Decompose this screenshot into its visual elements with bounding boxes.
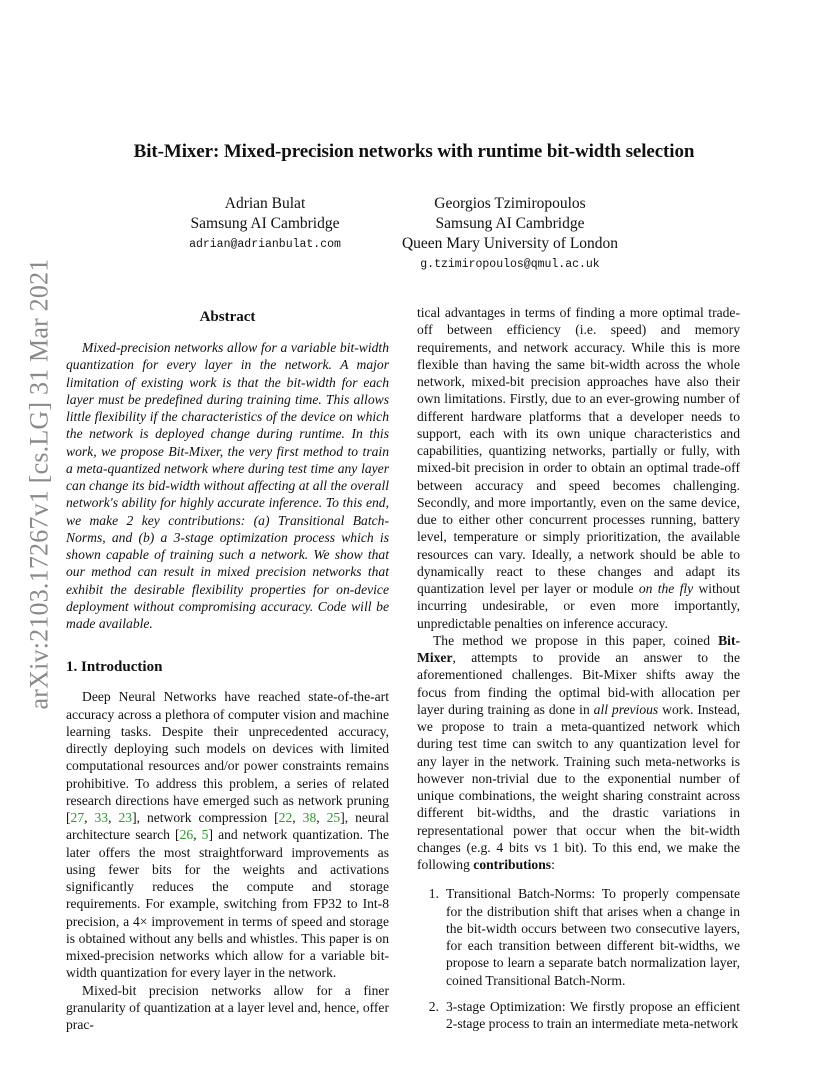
author-email: g.tzimiropoulos@qmul.ac.uk <box>420 258 600 271</box>
left-column <box>66 304 389 1033</box>
introduction-heading: 1. Introduction <box>66 659 163 676</box>
citation-link[interactable]: 22 <box>278 810 293 825</box>
right-column <box>417 304 740 1041</box>
intro-paragraph-3: The method we propose in this paper, coined Bit-Mixer, attempts to provide an answer to the aforementioned challenges. Bit-Mixer shifts away the focus from finding the optimal bid-with allocation per layer during training as done in all previous work. Instead, we propose to train a meta-quantized network which during test time can switch to any quantization level for any layer in the network. Training such meta-networks is however non-trivial due to the exponential number of unique combinations, the weight sharing constraint across different bit-widths, and the drastic variations in representational power that occur when the bit-width changes (e.g. 4 bits vs 1 bit). To this end, we make the following contributions: <box>417 632 741 872</box>
emphasis-text: all previous <box>593 701 659 717</box>
list-item-text: Transitional Batch-Norms: To properly compensate for the distribution shift that arises when a change in the bit-width occurs between two consecutive layers, for each transition between different bit-widths, we propose to learn a separate batch normalization layer, coined Transitional Batch-Norm. <box>446 886 740 988</box>
paper-title: Bit-Mixer: Mixed-precision networks with runtime bit-width selection <box>133 141 695 162</box>
intro-paragraph-2-continued: tical advantages in terms of finding a more optimal trade-off between efficiency (i.e. speed) and memory requirements, and network accuracy. While this is more flexible than having the same bit-width across the whole network, mixed-bit precision approaches have also their own limitations. Firstly, due to an ever-growing number of different hardware platforms that a developer needs to support, each with its own unique characteristics and capabilities, quantizing networks, partially or fully, with mixed-bit precision in order to obtain an optimal trade-off between accuracy and speed becomes challenging. Secondly, and more importantly, even on the same device, due to either other concurrent processes running, battery level, temperature or simply prioritization, the available resources can vary. Ideally, a network should be able to dynamically react to these changes and adapt its quantization level per layer or module on the fly without incurring undesirable, or even more importantly, unpredictable penalties on inference accuracy. <box>417 305 741 631</box>
author-affiliation: Samsung AI Cambridge <box>190 215 340 232</box>
citation-link[interactable]: 25 <box>326 810 341 825</box>
emphasis-text: on the fly <box>638 581 694 596</box>
author-block-1 <box>165 194 365 255</box>
intro-paragraph-1: Deep Neural Networks have reached state-of-the-art accuracy across a plethora of computer vision and machine learning tasks. Despite their unprecedented accuracy, directly deploying such models on devices with limited computational resources and/or power constraints remains prohibitive. To address this problem, a series of related research directions have emerged such as network pruning [27, 33, 23], network compression [22, 38, 25], neural architecture search [26, 5] and network quantization. The later offers the most straightforward improvements as using fewer bits for the weights and activations significantly reduces the compute and storage requirements. For example, switching from FP32 to Int-8 precision, a 4× improvement in terms of speed and storage is obtained without any bells and whistles. This paper is on mixed-precision networks which allow for a variable bit-width quantization for every layer in the network. <box>66 689 390 981</box>
abstract-body: Mixed-precision networks allow for a variable bit-width quantization for every layer in the network. A major limitation of existing work is that the bit-width for each layer must be predefined during training time. This allows little flexibility if the characteristics of the device on which the network is deployed change during runtime. In this work, we propose Bit-Mixer, the very first method to train a meta-quantized network where during test time any layer can change its bid-width without affecting at all the overall network's ability for highly accurate inference. To this end, we make 2 key contributions: (a) Transitional Batch-Norms, and (b) a 3-stage optimization process which is shown capable of training such a network. We show that our method can result in mixed precision networks that exhibit the desirable flexibility properties for on-device deployment without compromising accuracy. Code will be made available. <box>66 340 389 631</box>
author-name: Adrian Bulat <box>224 195 306 212</box>
intro-paragraph-2-start: Mixed-bit precision networks allow for a finer granularity of quantization at a layer level and, hence, offer prac- <box>66 982 389 1032</box>
arxiv-identifier: arXiv:2103.17267v1 [cs.LG] 31 Mar 2021 <box>24 258 54 710</box>
author-block-2 <box>380 194 640 275</box>
method-name: Bit-Mixer <box>417 632 741 665</box>
list-item-number: 2. <box>428 998 439 1014</box>
citation-link[interactable]: 27 <box>70 810 85 825</box>
citation-link[interactable]: 26 <box>179 827 194 843</box>
arxiv-side-stamp <box>24 258 54 710</box>
author-name: Georgios Tzimiropoulos <box>434 195 586 212</box>
author-affiliation-secondary: Queen Mary University of London <box>401 235 619 252</box>
contributions-label: contributions <box>473 857 552 872</box>
author-affiliation: Samsung AI Cambridge <box>435 215 585 232</box>
citation-link[interactable]: 33 <box>94 810 109 825</box>
list-item <box>417 885 740 989</box>
list-item-text: 3-stage Optimization: We firstly propose an efficient 2-stage process to train an intermediate meta-network <box>446 998 740 1031</box>
list-item <box>417 998 740 1033</box>
author-email: adrian@adrianbulat.com <box>189 238 341 251</box>
citation-link[interactable]: 38 <box>302 810 317 825</box>
list-item-number: 1. <box>428 886 439 902</box>
citation-link[interactable]: 23 <box>118 810 133 825</box>
contributions-list <box>417 885 740 1032</box>
abstract-heading: Abstract <box>199 309 256 325</box>
citation-link[interactable]: 5 <box>201 827 209 843</box>
